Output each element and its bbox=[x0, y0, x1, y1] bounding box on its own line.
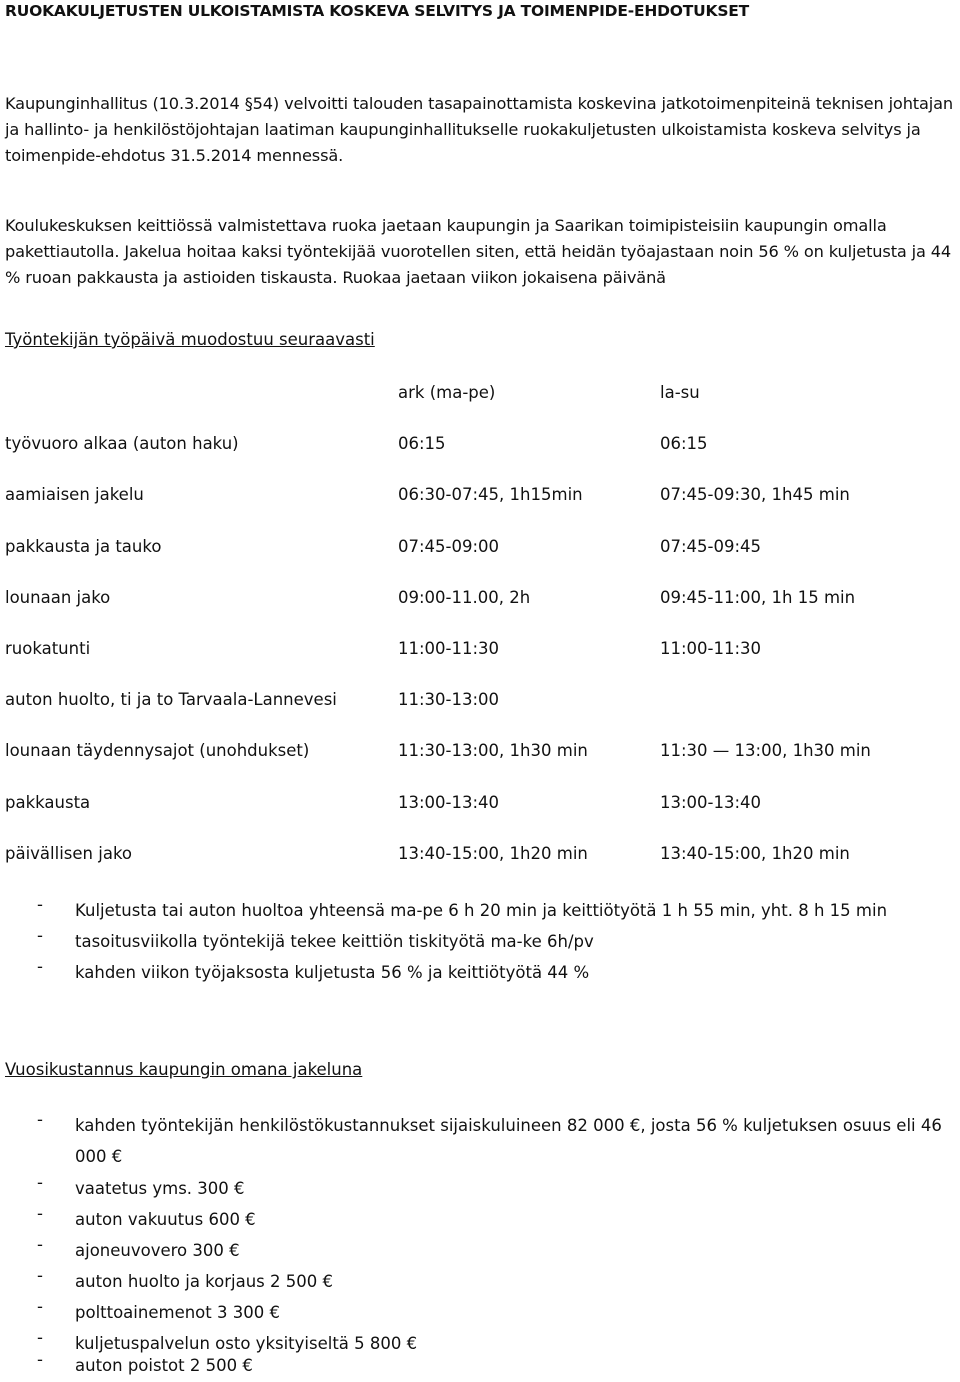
list-item-text: kahden viikon työjaksosta kuljetusta 56 % ja keittiötyötä 44 % bbox=[75, 963, 590, 982]
list-item-text: tasoitusviikolla työntekijä tekee keittiön tiskityötä ma-ke 6h/pv bbox=[75, 932, 594, 951]
weekend-time: 07:45-09:45 bbox=[660, 537, 762, 556]
dash-marker: - bbox=[37, 1297, 43, 1316]
list-item-text: polttoainemenot 3 300 € bbox=[75, 1303, 280, 1322]
weekday-time: 11:30-13:00 bbox=[398, 690, 500, 709]
dash-marker: - bbox=[37, 1328, 43, 1347]
row-label: pakkausta bbox=[5, 793, 91, 812]
document-title: RUOKAKULJETUSTEN ULKOISTAMISTA KOSKEVA SELVITYS JA TOIMENPIDE-EHDOTUKSET bbox=[5, 2, 750, 20]
weekday-time: 13:00-13:40 bbox=[398, 793, 500, 812]
weekday-time: 07:45-09:00 bbox=[398, 537, 500, 556]
list-item-text: ajoneuvovero 300 € bbox=[75, 1241, 240, 1260]
weekday-time: 13:40-15:00, 1h20 min bbox=[398, 844, 588, 863]
weekend-time: 13:40-15:00, 1h20 min bbox=[660, 844, 850, 863]
list-item-text: kahden työntekijän henkilöstökustannukset sijaiskuluineen 82 000 €, josta 56 % kuljetuksen osuus eli 46 000 € bbox=[75, 1116, 942, 1166]
list-item-text: kuljetuspalvelun osto yksityiseltä 5 800 € bbox=[75, 1334, 418, 1353]
row-label: päivällisen jako bbox=[5, 844, 133, 863]
row-label: ruokatunti bbox=[5, 639, 91, 658]
weekend-time: 11:30 — 13:00, 1h30 min bbox=[660, 741, 871, 760]
row-label: työvuoro alkaa (auton haku) bbox=[5, 434, 239, 453]
weekend-time: 07:45-09:30, 1h45 min bbox=[660, 485, 850, 504]
list-item-text: vaatetus yms. 300 € bbox=[75, 1179, 245, 1198]
dash-marker: - bbox=[37, 926, 43, 945]
weekend-time: 13:00-13:40 bbox=[660, 793, 762, 812]
weekday-time: 11:00-11:30 bbox=[398, 639, 500, 658]
row-label: lounaan täydennysajot (unohdukset) bbox=[5, 741, 310, 760]
cost-heading: Vuosikustannus kaupungin omana jakeluna bbox=[5, 1060, 363, 1079]
dash-marker: - bbox=[37, 1235, 43, 1254]
dash-marker: - bbox=[37, 957, 43, 976]
dash-marker: - bbox=[37, 1173, 43, 1192]
list-item-text: Kuljetusta tai auton huoltoa yhteensä ma-pe 6 h 20 min ja keittiötyötä 1 h 55 min, yht. 8 h 15 min bbox=[75, 901, 888, 920]
row-label: lounaan jako bbox=[5, 588, 111, 607]
weekend-time: 06:15 bbox=[660, 434, 708, 453]
list-item-text: auton poistot 2 500 € bbox=[75, 1356, 253, 1375]
schedule-heading: Työntekijän työpäivä muodostuu seuraavasti bbox=[5, 330, 375, 349]
weekend-time: 11:00-11:30 bbox=[660, 639, 762, 658]
weekday-time: 06:30-07:45, 1h15min bbox=[398, 485, 583, 504]
weekday-time: 11:30-13:00, 1h30 min bbox=[398, 741, 588, 760]
row-label: aamiaisen jakelu bbox=[5, 485, 144, 504]
distribution-paragraph: Koulukeskuksen keittiössä valmistettava ruoka jaetaan kaupungin ja Saarikan toimipisteisiin kaupungin omalla pakettiautolla. Jakelua hoitaa kaksi työntekijää vuorotellen siten, että heidän työajastaan noin 56 % on kuljetusta ja 44 % ruoan pakkausta ja astioiden tiskausta. Ruokaa jaetaan viikon jokaisena päivänä bbox=[5, 216, 952, 287]
dash-marker: - bbox=[37, 1110, 43, 1129]
header-weekday: ark (ma-pe) bbox=[398, 383, 496, 402]
weekday-time: 09:00-11.00, 2h bbox=[398, 588, 531, 607]
intro-paragraph: Kaupunginhallitus (10.3.2014 §54) velvoitti talouden tasapainottamista koskevina jatkotoimenpiteinä teknisen johtajan ja hallinto- ja henkilöstöjohtajan laatiman kaupunginhallitukselle ruokakuljetusten ulkoistamista koskeva selvitys ja toimenpide-ehdotus 31.5.2014 mennessä. bbox=[5, 94, 953, 165]
header-weekend: la-su bbox=[660, 383, 700, 402]
weekday-time: 06:15 bbox=[398, 434, 446, 453]
row-label: pakkausta ja tauko bbox=[5, 537, 162, 556]
list-item-text: auton vakuutus 600 € bbox=[75, 1210, 256, 1229]
dash-marker: - bbox=[37, 1204, 43, 1223]
dash-marker: - bbox=[37, 1350, 43, 1369]
weekend-time: 09:45-11:00, 1h 15 min bbox=[660, 588, 856, 607]
dash-marker: - bbox=[37, 895, 43, 914]
row-label: auton huolto, ti ja to Tarvaala-Lannevesi bbox=[5, 690, 337, 709]
list-item-text: auton huolto ja korjaus 2 500 € bbox=[75, 1272, 333, 1291]
dash-marker: - bbox=[37, 1266, 43, 1285]
